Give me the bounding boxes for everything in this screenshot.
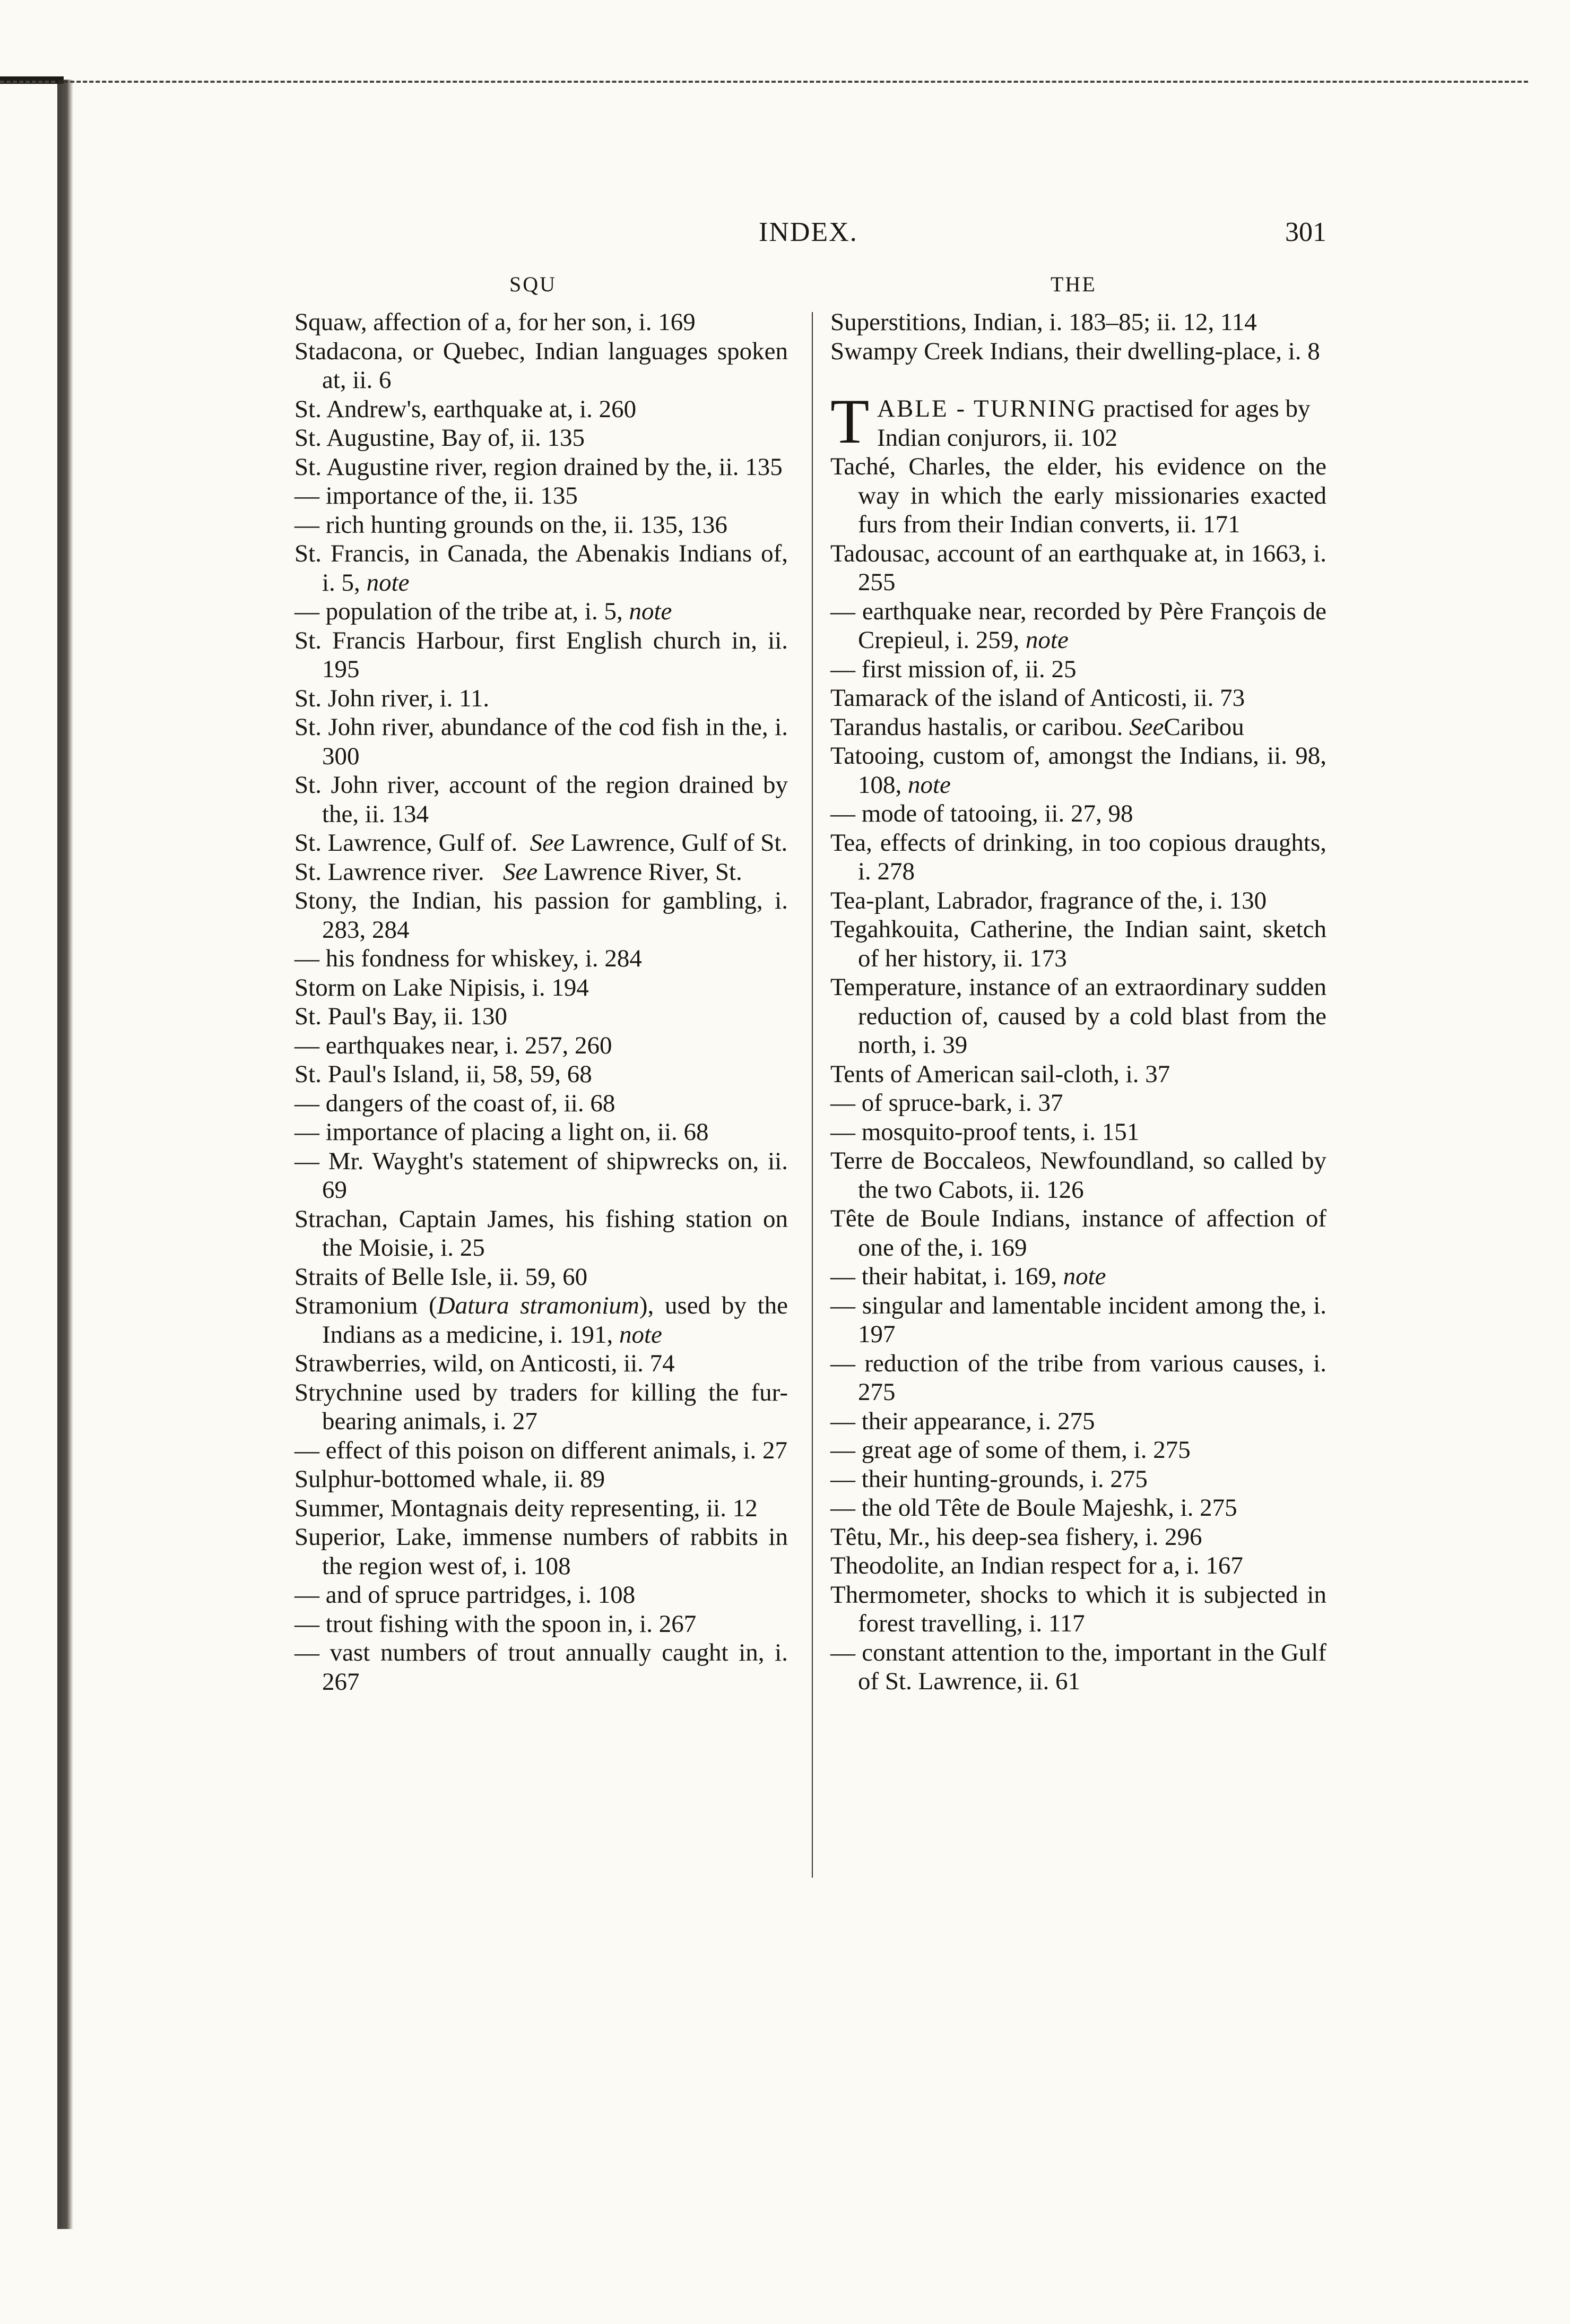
note-label: note (908, 771, 951, 799)
index-entry (294, 597, 788, 626)
top-rule (0, 81, 1528, 83)
left-column (294, 308, 788, 1696)
index-entry (294, 828, 788, 858)
index-entry (830, 597, 1326, 655)
index-entry: Sulphur-bottomed whale, ii. 89 (294, 1465, 605, 1493)
index-entry: St. John river, account of the region drained by the, ii. 134 (294, 771, 788, 828)
index-entry: Summer, Montagnais deity representing, ii. 12 (294, 1494, 758, 1522)
index-entry: — rich hunting grounds on the, ii. 135, 136 (294, 511, 727, 539)
index-entry: Têtu, Mr., his deep-sea fishery, i. 296 (830, 1523, 1202, 1551)
index-entry: Theodolite, an Indian respect for a, i. 167 (830, 1552, 1243, 1579)
index-entry (294, 858, 788, 887)
index-entry: St. Augustine river, region drained by the, ii. 135 (294, 453, 783, 481)
entry-text: St. Lawrence, Gulf of. (294, 829, 518, 857)
note-label: note (1063, 1263, 1106, 1290)
note-label: note (619, 1320, 662, 1349)
index-entry: — their appearance, i. 275 (830, 1407, 1095, 1435)
index-entry (294, 1291, 788, 1349)
index-entry: Tête de Boule Indians, instance of affection of one of the, i. 169 (830, 1205, 1326, 1262)
see-label: See (530, 829, 565, 857)
index-entry: Superstitions, Indian, i. 183–85; ii. 12, 114 (830, 308, 1257, 336)
entry-text: St. Lawrence river. (294, 858, 484, 886)
index-entry: St. John river, abundance of the cod fish in the, i. 300 (294, 713, 788, 770)
note-label: note (1025, 626, 1069, 654)
index-entry: St. Paul's Island, ii, 58, 59, 68 (294, 1060, 592, 1088)
see-reference: Caribou (1164, 713, 1244, 741)
index-entry: Swampy Creek Indians, their dwelling-place, i. 8 (830, 337, 1320, 365)
index-entry: Squaw, affection of a, for her son, i. 169 (294, 308, 696, 336)
index-entry: Straits of Belle Isle, ii. 59, 60 (294, 1263, 588, 1291)
entry-text: practised for ages by Indian conjurors, ii. 102 (877, 395, 1311, 452)
section-first-entry (877, 394, 1326, 452)
index-entry: — great age of some of them, i. 275 (830, 1436, 1191, 1464)
drop-cap-letter: T (830, 386, 870, 456)
index-entry: — their hunting-grounds, i. 275 (830, 1465, 1148, 1493)
index-entry: — earthquakes near, i. 257, 260 (294, 1031, 612, 1059)
see-reference: Lawrence River, St. (543, 858, 742, 886)
entry-text: Stramonium ( (294, 1292, 437, 1319)
index-entry: — of spruce-bark, i. 37 (830, 1089, 1063, 1117)
index-entry: Tea, effects of drinking, in too copious draughts, i. 278 (830, 828, 1326, 885)
page-title: INDEX. (759, 217, 858, 247)
section-start-t (830, 386, 1326, 456)
index-entry: — importance of placing a light on, ii. 68 (294, 1118, 709, 1146)
index-entry: — and of spruce partridges, i. 108 (294, 1581, 636, 1609)
index-entry: — trout fishing with the spoon in, i. 267 (294, 1610, 697, 1638)
index-entry: Strawberries, wild, on Anticosti, ii. 74 (294, 1350, 675, 1377)
entry-text: Tatooing, custom of, amongst the Indians, ii. 98, 108, (830, 742, 1326, 799)
note-label: note (366, 568, 410, 597)
page-binding-edge (57, 80, 73, 2229)
entry-text: — earthquake near, recorded by Père François de Crepieul, i. 259, (830, 597, 1326, 654)
index-entry: — effect of this poison on different animals, i. 27 (294, 1436, 787, 1464)
page-number: 301 (1285, 217, 1326, 247)
entry-text: ), used by the Indians as a medicine, i. 191, (322, 1292, 788, 1349)
index-entry: — importance of the, ii. 135 (294, 482, 578, 509)
index-entry (830, 713, 1326, 742)
index-entry: Storm on Lake Nipisis, i. 194 (294, 973, 589, 1001)
note-label: note (629, 598, 672, 625)
index-entry: St. Paul's Bay, ii. 130 (294, 1003, 508, 1030)
index-entry: — vast numbers of trout annually caught in, i. 267 (294, 1639, 788, 1696)
index-entry: St. John river, i. 11. (294, 684, 490, 712)
entry-text: St. Francis, in Canada, the Abenakis Indians of, i. 5, (294, 540, 788, 597)
index-entry: Superior, Lake, immense numbers of rabbits in the region west of, i. 108 (294, 1523, 788, 1580)
index-entry: Strychnine used by traders for killing the fur-bearing animals, i. 27 (294, 1378, 788, 1435)
entry-text: Tarandus hastalis, or caribou. (830, 713, 1123, 741)
index-entry: St. Francis Harbour, first English church in, ii. 195 (294, 626, 788, 683)
small-caps-term: ABLE - TURNING (877, 395, 1097, 422)
index-entry: — dangers of the coast of, ii. 68 (294, 1089, 615, 1117)
index-entry: Temperature, instance of an extraordinary sudden reduction of, caused by a cold blast from the north, i. 39 (830, 973, 1326, 1059)
index-entry: — his fondness for whiskey, i. 284 (294, 945, 642, 972)
index-entry: — reduction of the tribe from various causes, i. 275 (830, 1349, 1326, 1406)
index-entry: — singular and lamentable incident among the, i. 197 (830, 1291, 1326, 1348)
index-entry: Taché, Charles, the elder, his evidence on the way in which the early missionaries exacted furs from their Indian converts, ii. 171 (830, 453, 1326, 538)
right-column (830, 308, 1326, 1696)
see-reference: Lawrence, Gulf of St. (570, 829, 788, 857)
index-entry: — mosquito-proof tents, i. 151 (830, 1118, 1140, 1146)
entry-text: — their habitat, i. 169, (830, 1263, 1057, 1290)
index-entry: Stadacona, or Quebec, Indian languages spoken at, ii. 6 (294, 337, 788, 394)
see-label: See (502, 858, 538, 886)
index-entry: — first mission of, ii. 25 (830, 655, 1077, 683)
index-entry (830, 1262, 1326, 1291)
index-entry: Thermometer, shocks to which it is subjected in forest travelling, i. 117 (830, 1580, 1326, 1637)
species-name: Datura stramonium (437, 1292, 639, 1319)
index-entry: Tadousac, account of an earthquake at, in 1663, i. 255 (830, 539, 1326, 596)
index-entry: Stony, the Indian, his passion for gambling, i. 283, 284 (294, 887, 788, 944)
right-column-heading: THE (1051, 272, 1097, 296)
index-entry: St. Augustine, Bay of, ii. 135 (294, 424, 585, 452)
column-divider (812, 312, 813, 1878)
index-entry: — constant attention to the, important in the Gulf of St. Lawrence, ii. 61 (830, 1638, 1326, 1695)
index-entry: St. Andrew's, earthquake at, i. 260 (294, 395, 637, 423)
index-entry: Tegahkouita, Catherine, the Indian saint, sketch of her history, ii. 173 (830, 915, 1326, 972)
index-entry (830, 741, 1326, 799)
index-entry: Tamarack of the island of Anticosti, ii. 73 (830, 684, 1245, 712)
index-entry: Tea-plant, Labrador, fragrance of the, i. 130 (830, 886, 1267, 914)
index-entry: — mode of tatooing, ii. 27, 98 (830, 800, 1133, 827)
left-column-heading: SQU (509, 272, 557, 296)
index-entry: — the old Tête de Boule Majeshk, i. 275 (830, 1494, 1237, 1522)
index-entry (294, 539, 788, 597)
see-label: See (1129, 713, 1164, 741)
index-entry: Terre de Boccaleos, Newfoundland, so called by the two Cabots, ii. 126 (830, 1147, 1326, 1204)
index-entry: — Mr. Wayght's statement of shipwrecks on, ii. 69 (294, 1147, 788, 1204)
index-entry: Strachan, Captain James, his fishing station on the Moisie, i. 25 (294, 1205, 788, 1262)
page-header (318, 217, 1326, 259)
entry-text: — population of the tribe at, i. 5, (294, 598, 623, 625)
index-entry: Tents of American sail-cloth, i. 37 (830, 1060, 1170, 1088)
